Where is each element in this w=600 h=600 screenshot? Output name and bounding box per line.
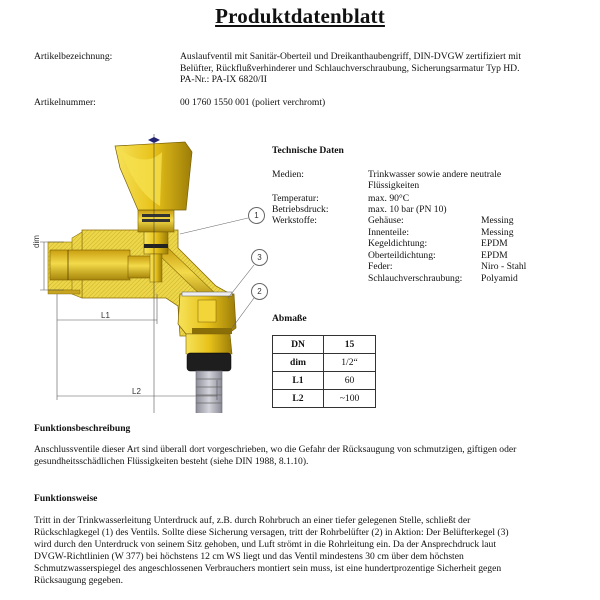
media-label: Medien: [272,169,304,180]
material-value: EPDM [481,249,508,261]
materials-label: Werkstoffe: [272,215,317,226]
callout-3: 3 [251,249,268,266]
dimension-value: 15 [324,336,376,354]
dimensions-heading: Abmaße [272,313,307,324]
material-value: EPDM [481,238,508,249]
page-title: Produktdatenblatt [215,4,385,28]
table-row [273,390,376,408]
table-row [273,336,376,354]
material-part: Innenteile: [368,226,410,238]
function-description-line-1: Anschlussventile dieser Art sind überall dort vorgeschrieben, wo die Gefahr der Rücksaugung von schmutzigen, giftigen oder [34,444,517,455]
material-part: Feder: [368,261,393,272]
material-part: Kegeldichtung: [368,238,428,249]
article-designation-label: Artikelbezeichnung: [34,51,113,62]
temperature-label: Temperatur: [272,193,319,204]
operation-line-4: DVGW-Richtlinien (W 377) bei höchstens 12 cm WS liegt und das Ventil mindestens 30 cm über dem höchsten [34,551,464,562]
dim-label: dim [32,235,41,248]
callout-1: 1 [248,207,265,224]
media-value-line-2: Flüssigkeiten [368,180,420,191]
pressure-label: Betriebsdruck: [272,204,329,215]
material-part: Gehäuse: [368,215,404,226]
article-designation-line-3: PA-Nr.: PA-IX 6820/II [180,74,267,85]
table-row [273,354,376,372]
article-number-label: Artikelnummer: [34,97,96,108]
operation-line-6: Rücksaugung gegeben. [34,575,123,586]
dimension-key: L1 [273,372,324,390]
article-designation-line-2: Belüfter, Rückflußverhinderer und Schlauchverschraubung, Sicherungsarmatur Typ HD. [180,62,520,74]
function-description-line-2: gesundheitsschädlichen Flüssigkeiten besteht (siehe DIN 1988, 8.1.10). [34,456,309,467]
dimension-key: L2 [273,390,324,408]
l1-label: L1 [101,311,110,320]
operation-line-5: Schmutzwasserspiegel des angeschlossenen Verbrauchers montiert sein muss, ist eine hundertprozentige Sicherheit gegen [34,563,502,574]
valve-cross-section-drawing [20,128,270,413]
operation-line-1: Tritt in der Trinkwasserleitung Unterdruck auf, z.B. durch Rohrbruch an einer tiefer gelegenen Stelle, schließt der [34,515,471,526]
material-value: Niro - Stahl [481,261,527,272]
table-row [273,372,376,390]
material-part: Oberteildichtung: [368,249,436,261]
l2-label: L2 [132,387,141,396]
media-value-line-1: Trinkwasser sowie andere neutrale [368,169,502,180]
technical-data-heading: Technische Daten [272,145,344,156]
article-number-value: 00 1760 1550 001 (poliert verchromt) [180,97,326,108]
hose-connector [196,371,222,413]
dimension-value: ~100 [324,390,376,408]
dimension-key: DN [273,336,324,354]
operation-heading: Funktionsweise [34,493,98,504]
article-designation-line-1: Auslaufventil mit Sanitär-Oberteil und Dreikanthaubengriff, DIN-DVGW zertifiziert mit [180,51,521,62]
operation-line-3: wird durch den Unterdruck von seinem Sitz gehoben, und Luft strömt in die Rohrleitung ein. Da der Ansprechdruck laut [34,539,496,550]
material-value: Polyamid [481,272,518,284]
function-description-heading: Funktionsbeschreibung [34,423,131,434]
dimension-value: 60 [324,372,376,390]
material-part: Schlauchverschraubung: [368,272,463,284]
material-value: Messing [481,215,514,226]
pressure-value: max. 10 bar (PN 10) [368,204,447,215]
dimensions-table [272,335,376,408]
dimension-key: dim [273,354,324,372]
callout-2: 2 [251,283,268,300]
hose-nut [187,353,231,371]
temperature-value: max. 90°C [368,193,410,204]
dimension-value: 1/2“ [324,354,376,372]
material-value: Messing [481,226,514,238]
aerator-housing [178,292,236,354]
operation-line-2: Rückschlagkegel (1) des Ventils. Sollte diese Sicherung versagen, tritt der Rohrbelüfter (2) in Aktion: Der Belüfterkegel (3) [34,527,509,538]
